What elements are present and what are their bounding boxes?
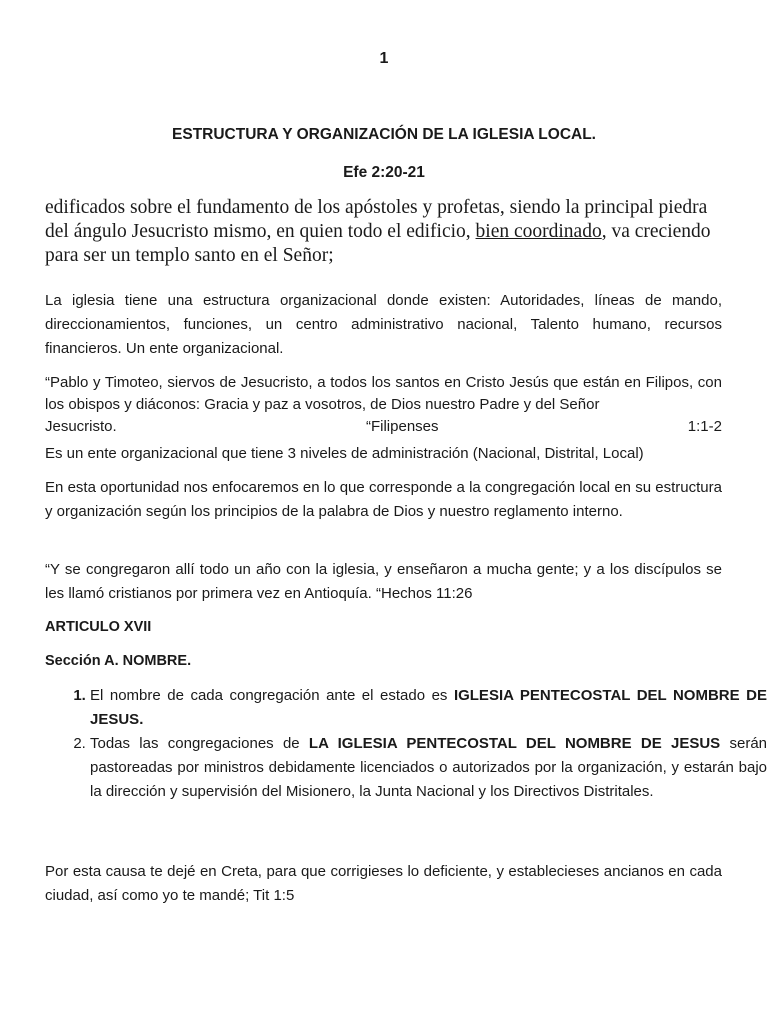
paragraph-levels: Es un ente organizacional que tiene 3 niveles de administración (Nacional, Distrital, Local) (45, 445, 644, 462)
quote-chapter-verse: 1:1-2 (687, 418, 722, 435)
quote-hechos: “Y se congregaron allí todo un año con la iglesia, y enseñaron a mucha gente; y a los discípulos se les llamó cristianos por primera vez en Antioquía. “Hechos 11:26 (45, 561, 722, 602)
quote-last-word: Jesucristo. (45, 418, 117, 435)
section-heading: Sección A. NOMBRE. (45, 653, 192, 669)
paragraph-focus: En esta oportunidad nos enfocaremos en lo que corresponde a la congregación local en su estructura y organización según los principios de la palabra de Dios y nuestro reglamento interno. (45, 479, 722, 520)
scripture-verse (45, 196, 725, 268)
paragraph-structure: La iglesia tiene una estructura organizacional donde existen: Autoridades, líneas de mando, direccionamientos, funciones, un centro administrativo nacional, Talento humano, recursos financieros. Un ente organizacional. (45, 292, 722, 357)
quote-filipenses: “Pablo y Timoteo, siervos de Jesucristo, a todos los santos en Cristo Jesús que están en Filipos, con los obispos y diáconos: Gracia y paz a vosotros, de Dios nuestro Padre y del Señor (45, 374, 722, 413)
scripture-reference: Efe 2:20-21 (343, 164, 425, 181)
verse-underlined-text: bien coordinado (475, 221, 602, 242)
article-heading: ARTICULO XVII (45, 619, 152, 635)
page-number: 1 (379, 50, 389, 67)
closing-quote-tito: Por esta causa te dejé en Creta, para que corrigieses lo deficiente, y establecieses ancianos en cada ciudad, así como yo te mandé; Tit 1:5 (45, 863, 722, 904)
quote-filipenses-last-line (45, 416, 722, 438)
name-rules-list (45, 684, 767, 804)
list-item: 2. Todas las congregaciones de LA IGLESIA PENTECOSTAL DEL NOMBRE DE JESUS serán pastoreadas por ministros debidamente licenciados o autorizados por la organización, y estarán bajo la dirección y supervisión del Misionero, la Junta Nacional y los Directivos Distritales. (90, 732, 767, 804)
verse-text-end: , va creciendo para ser un templo santo en el Señor; (45, 221, 711, 266)
list-item: 1. El nombre de cada congregación ante el estado es IGLESIA PENTECOSTAL DEL NOMBRE DE JESUS. (90, 684, 767, 732)
quote-book: “Filipenses (365, 418, 439, 435)
document-title: ESTRUCTURA Y ORGANIZACIÓN DE LA IGLESIA LOCAL. (172, 126, 596, 143)
verse-text-start: edificados sobre el fundamento de los apóstoles y profetas, siendo la principal piedra del ángulo Jesucristo mismo, en quien todo el edificio, (45, 197, 708, 242)
